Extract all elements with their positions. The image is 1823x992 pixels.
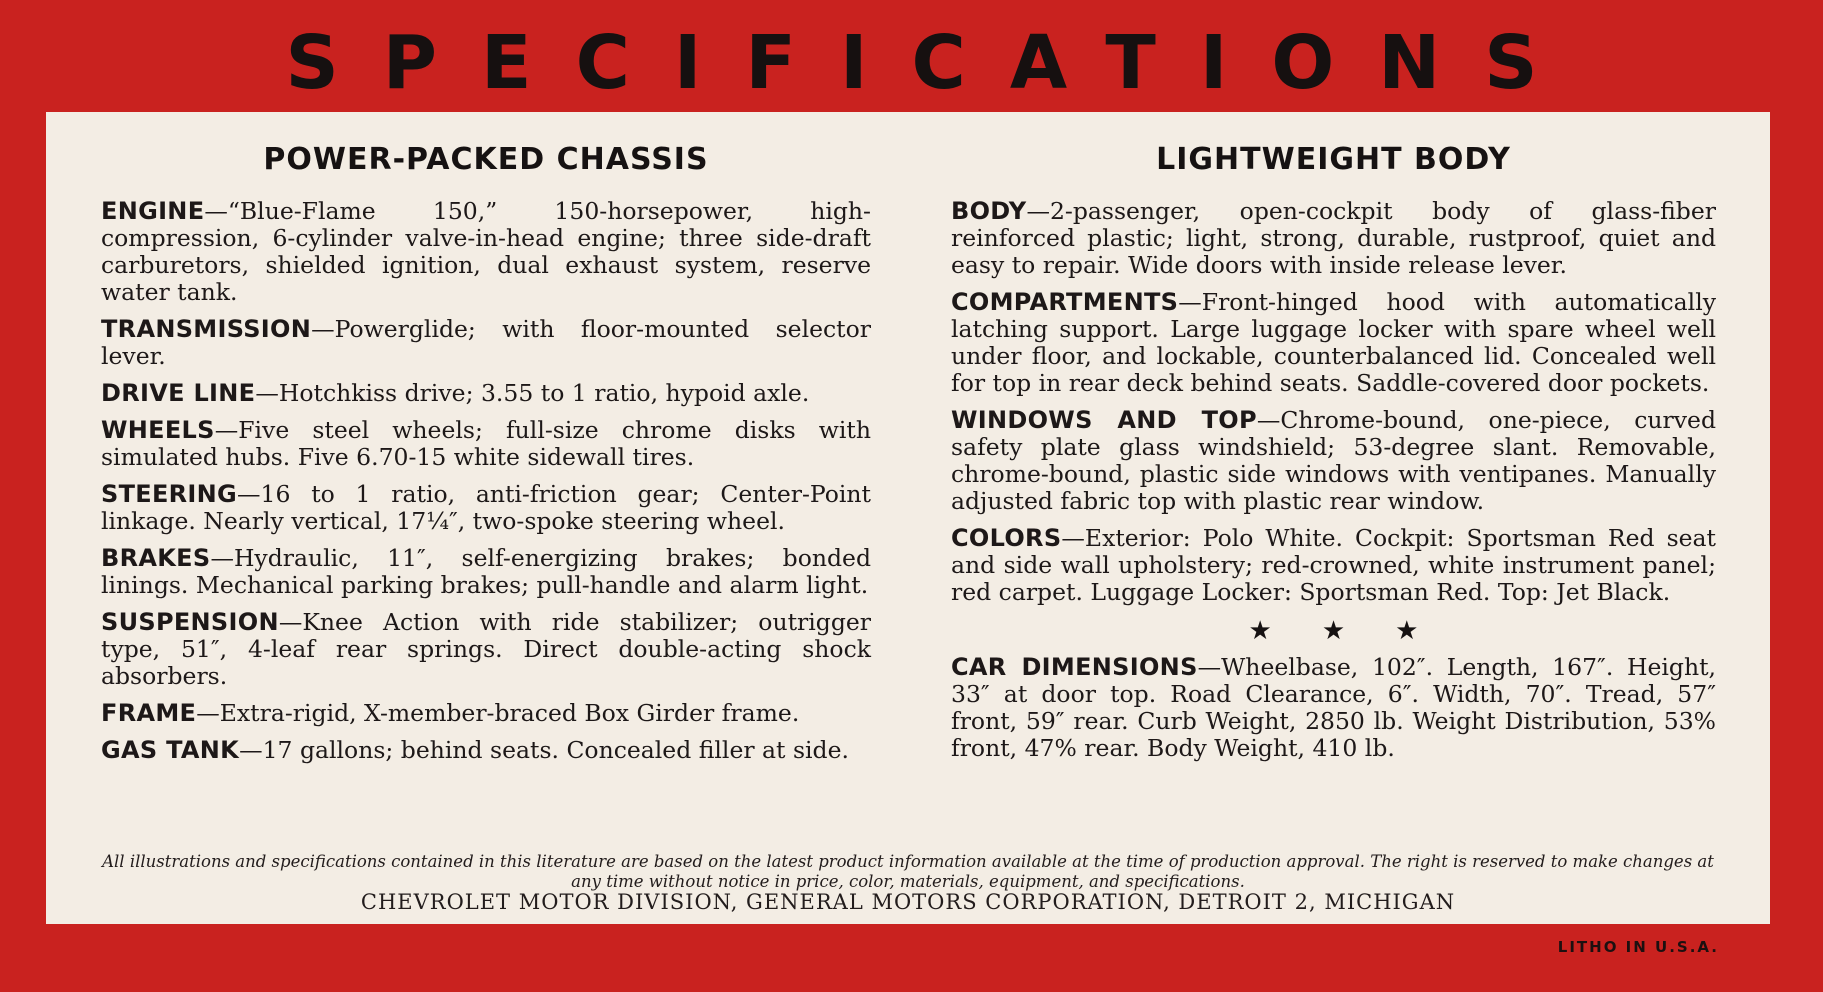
page-title: SPECIFICATIONS [285, 20, 1582, 106]
spec-text: 16 to 1 ratio, anti-friction gear; Center-Point linkage. Nearly vertical, 17¼″, two-spoke steering wheel. [101, 480, 871, 535]
body-column [951, 142, 1716, 772]
spec-text: 2-passenger, open-cockpit body of glass-fiber reinforced plastic; light, strong, durable, rustproof, quiet and easy to repair. Wide doors with inside release lever. [951, 197, 1716, 279]
body-heading: LIGHTWEIGHT BODY [1156, 142, 1511, 177]
spec-steering: STEERING—16 to 1 ratio, anti-friction gear; Center-Point linkage. Nearly vertical, 17¼″, two-spoke steering wheel. [101, 480, 871, 535]
spec-label: WHEELS [101, 416, 215, 444]
spec-transmission: TRANSMISSION—Powerglide; with floor-mounted selector lever. [101, 315, 871, 370]
content-panel [46, 112, 1770, 924]
spec-text: Wheelbase, 102″. Length, 167″. Height, 33″ at door top. Road Clearance, 6″. Width, 70″. Tread, 57″ front, 59″ rear. Curb Weight, 2850 lb. Weight Distribution, 53% front, 47% rear. Body Weight, 410 lb. [951, 653, 1716, 762]
spec-text: Knee Action with ride stabilizer; outrigger type, 51″, 4-leaf rear springs. Direct double-acting shock absorbers. [101, 608, 871, 690]
spec-engine: ENGINE—“Blue-Flame 150,” 150-horsepower, high-compression, 6-cylinder valve-in-head engine; three side-draft carburetors, shielded ignition, dual exhaust system, reserve water tank. [101, 197, 871, 306]
spec-body: BODY—2-passenger, open-cockpit body of glass-fiber reinforced plastic; light, strong, durable, rustproof, quiet and easy to repair. Wide doors with inside release lever. [951, 197, 1716, 279]
spec-label: SUSPENSION [101, 608, 279, 636]
spec-text: Hotchkiss drive; 3.55 to 1 ratio, hypoid axle. [278, 379, 810, 407]
spec-compartments: COMPARTMENTS—Front-hinged hood with automatically latching support. Large luggage locker with spare wheel well under floor, and lockable, counterbalanced lid. Concealed well for top in rear deck behind seats. Saddle-covered door pockets. [951, 288, 1716, 397]
spec-label: ENGINE [101, 197, 205, 225]
spec-label: WINDOWS AND TOP [951, 406, 1257, 434]
star-divider: ★★★ [1248, 616, 1469, 646]
spec-label: CAR DIMENSIONS [951, 653, 1198, 681]
spec-suspension: SUSPENSION—Knee Action with ride stabilizer; outrigger type, 51″, 4-leaf rear springs. Direct double-acting shock absorbers. [101, 608, 871, 690]
spec-drive-line: DRIVE LINE—Hotchkiss drive; 3.55 to 1 ratio, hypoid axle. [101, 379, 810, 407]
chassis-column [101, 142, 871, 774]
spec-label: COLORS [951, 524, 1062, 552]
spec-text: “Blue-Flame 150,” 150-horsepower, high-compression, 6-cylinder valve-in-head engine; three side-draft carburetors, shielded ignition, dual exhaust system, reserve water tank. [101, 197, 871, 306]
disclaimer-footnote: All illustrations and specifications contained in this literature are based on the latest product information available at the time of production approval. The right is reserved to make changes at any time without notice in price, color, materials, equipment, and specifications. [102, 852, 1714, 891]
spec-label: STEERING [101, 480, 238, 508]
spec-label: BRAKES [101, 544, 211, 572]
spec-text: Chrome-bound, one-piece, curved safety plate glass windshield; 53-degree slant. Removable, chrome-bound, plastic side windows with ventipanes. Manually adjusted fabric top with plastic rear window. [951, 406, 1716, 515]
spec-text: Exterior: Polo White. Cockpit: Sportsman Red seat and side wall upholstery; red-crowned, white instrument panel; red carpet. Luggage Locker: Sportsman Red. Top: Jet Black. [951, 524, 1716, 606]
chassis-heading: POWER-PACKED CHASSIS [263, 142, 709, 177]
spec-text: Powerglide; with floor-mounted selector lever. [101, 315, 871, 370]
spec-text: Five steel wheels; full-size chrome disks with simulated hubs. Five 6.70-15 white sidewall tires. [101, 416, 871, 471]
spec-frame: FRAME—Extra-rigid, X-member-braced Box Girder frame. [101, 699, 800, 727]
spec-label: TRANSMISSION [101, 315, 312, 343]
spec-windows-and-top: WINDOWS AND TOP—Chrome-bound, one-piece, curved safety plate glass windshield; 53-degree slant. Removable, chrome-bound, plastic side windows with ventipanes. Manually adjusted fabric top with plastic rear window. [951, 406, 1716, 515]
spec-gas-tank: GAS TANK—17 gallons; behind seats. Concealed filler at side. [101, 736, 849, 764]
spec-colors: COLORS—Exterior: Polo White. Cockpit: Sportsman Red seat and side wall upholstery; red-crowned, white instrument panel; red carpet. Luggage Locker: Sportsman Red. Top: Jet Black. [951, 524, 1716, 606]
spec-text: Extra-rigid, X-member-braced Box Girder frame. [219, 699, 800, 727]
spec-label: GAS TANK [101, 736, 240, 764]
spec-label: FRAME [101, 699, 197, 727]
spec-wheels: WHEELS—Five steel wheels; full-size chrome disks with simulated hubs. Five 6.70-15 white sidewall tires. [101, 416, 871, 471]
spec-car-dimensions: CAR DIMENSIONS—Wheelbase, 102″. Length, 167″. Height, 33″ at door top. Road Clearance, 6″. Width, 70″. Tread, 57″ front, 59″ rear. Curb Weight, 2850 lb. Weight Distribution, 53% front, 47% rear. Body Weight, 410 lb. [951, 653, 1716, 762]
manufacturer-address: CHEVROLET MOTOR DIVISION, GENERAL MOTORS CORPORATION, DETROIT 2, MICHIGAN [360, 890, 1456, 914]
spec-text: Hydraulic, 11″, self-energizing brakes; bonded linings. Mechanical parking brakes; pull-handle and alarm light. [101, 544, 871, 599]
spec-label: BODY [951, 197, 1027, 225]
spec-label: COMPARTMENTS [951, 288, 1179, 316]
spec-text: Front-hinged hood with automatically latching support. Large luggage locker with spare wheel well under floor, and lockable, counterbalanced lid. Concealed well for top in rear deck behind seats. Saddle-covered door pockets. [951, 288, 1716, 397]
spec-brakes: BRAKES—Hydraulic, 11″, self-energizing brakes; bonded linings. Mechanical parking brakes; pull-handle and alarm light. [101, 544, 871, 599]
spec-label: DRIVE LINE [101, 379, 256, 407]
litho-imprint: LITHO IN U.S.A. [1557, 938, 1719, 956]
spec-text: 17 gallons; behind seats. Concealed filler at side. [262, 736, 849, 764]
